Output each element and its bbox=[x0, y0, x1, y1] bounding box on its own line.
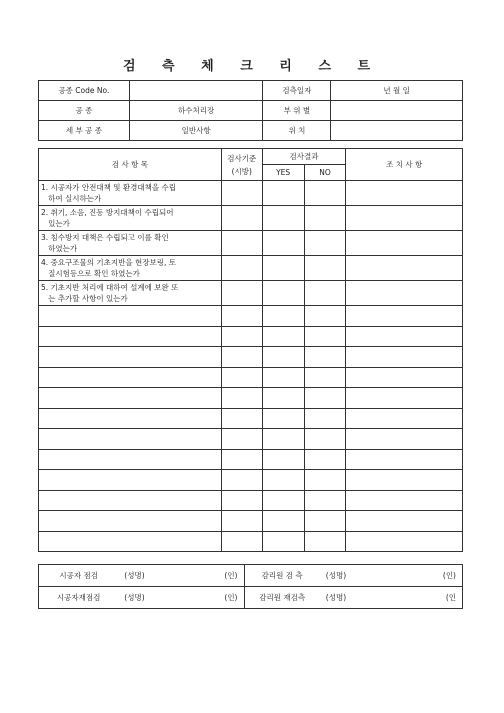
checklist-item-line: 4. 중요구조물의 기초지반을 현장보링, 토 bbox=[41, 258, 176, 267]
checklist-item-text bbox=[39, 206, 222, 231]
col-header-standard bbox=[221, 149, 262, 181]
sig-supervisor-reinspect-label: 감리원 재검측 bbox=[244, 587, 320, 609]
checklist-blank-row bbox=[39, 367, 463, 388]
checklist-item-line: 하였는가 bbox=[41, 244, 78, 253]
checklist-no-cell bbox=[304, 490, 346, 511]
checklist-no-cell bbox=[304, 326, 346, 347]
checklist-standard-cell bbox=[221, 490, 262, 511]
checklist-item-line: 질시험등으로 확인 하였는가 bbox=[41, 269, 140, 278]
header-label-location: 위 치 bbox=[263, 121, 331, 141]
checklist-action-cell bbox=[346, 367, 463, 388]
checklist-blank-row bbox=[39, 347, 463, 368]
checklist-standard-cell bbox=[221, 429, 262, 450]
checklist-item-cell bbox=[39, 408, 222, 429]
col-header-action: 조 치 사 항 bbox=[346, 149, 463, 181]
checklist-action-cell bbox=[346, 490, 463, 511]
checklist-no-cell bbox=[304, 181, 346, 206]
checklist-no-cell bbox=[304, 531, 346, 552]
checklist-no-cell bbox=[304, 306, 346, 327]
sig-contractor-recheck-label: 시공자재점검 bbox=[39, 587, 119, 609]
checklist-yes-cell bbox=[262, 470, 304, 491]
checklist-standard-cell bbox=[221, 408, 262, 429]
header-value-part bbox=[331, 101, 463, 121]
checklist-standard-cell bbox=[221, 326, 262, 347]
checklist-yes-cell bbox=[262, 490, 304, 511]
sig-supervisor-inspect-name: (성명) bbox=[320, 565, 400, 587]
checklist-blank-row bbox=[39, 511, 463, 532]
checklist-item-line: 하여 실시하는가 bbox=[41, 194, 102, 203]
checklist-blank-row bbox=[39, 306, 463, 327]
header-table bbox=[38, 80, 463, 141]
checklist-action-cell bbox=[346, 181, 463, 206]
checklist-no-cell bbox=[304, 367, 346, 388]
checklist-action-cell bbox=[346, 347, 463, 368]
checklist-no-cell bbox=[304, 408, 346, 429]
checklist-yes-cell bbox=[262, 429, 304, 450]
header-value-date: 년 월 일 bbox=[331, 81, 463, 101]
checklist-table bbox=[38, 148, 463, 552]
col-header-result: 검사결과 bbox=[262, 149, 346, 165]
header-label-code: 공종 Code No. bbox=[39, 81, 130, 101]
sig-contractor-check-label: 시공자 점검 bbox=[39, 565, 119, 587]
col-header-yes: YES bbox=[262, 165, 304, 181]
header-label-part: 부 위 별 bbox=[263, 101, 331, 121]
checklist-yes-cell bbox=[262, 231, 304, 256]
header-value-location bbox=[331, 121, 463, 141]
checklist-standard-cell bbox=[221, 511, 262, 532]
checklist-item-cell bbox=[39, 490, 222, 511]
checklist-blank-row bbox=[39, 408, 463, 429]
checklist-row bbox=[39, 256, 463, 281]
checklist-standard-cell bbox=[221, 367, 262, 388]
checklist-blank-row bbox=[39, 326, 463, 347]
checklist-action-cell bbox=[346, 470, 463, 491]
sig-supervisor-inspect-seal: (인) bbox=[400, 565, 463, 587]
checklist-action-cell bbox=[346, 326, 463, 347]
sig-contractor-check-name: (성명) bbox=[118, 565, 184, 587]
checklist-yes-cell bbox=[262, 531, 304, 552]
checklist-item-cell bbox=[39, 326, 222, 347]
col-header-item: 검 사 항 목 bbox=[39, 149, 222, 181]
checklist-standard-cell bbox=[221, 231, 262, 256]
header-value-detail-type: 일반사항 bbox=[129, 121, 263, 141]
checklist-action-cell bbox=[346, 531, 463, 552]
checklist-item-cell bbox=[39, 449, 222, 470]
checklist-standard-cell bbox=[221, 206, 262, 231]
sig-contractor-recheck-name: (성명) bbox=[118, 587, 184, 609]
checklist-standard-cell bbox=[221, 388, 262, 409]
sig-contractor-recheck-seal: (인) bbox=[184, 587, 244, 609]
checklist-standard-cell bbox=[221, 256, 262, 281]
page-title: 검 측 체 크 리 스 트 bbox=[122, 59, 382, 74]
checklist-yes-cell bbox=[262, 306, 304, 327]
checklist-item-text bbox=[39, 256, 222, 281]
checklist-item-cell bbox=[39, 367, 222, 388]
checklist-action-cell bbox=[346, 511, 463, 532]
checklist-yes-cell bbox=[262, 281, 304, 306]
checklist-row bbox=[39, 281, 463, 306]
checklist-action-cell bbox=[346, 231, 463, 256]
checklist-action-cell bbox=[346, 206, 463, 231]
checklist-standard-cell bbox=[221, 531, 262, 552]
checklist-action-cell bbox=[346, 281, 463, 306]
checklist-standard-cell bbox=[221, 306, 262, 327]
checklist-item-cell bbox=[39, 306, 222, 327]
checklist-no-cell bbox=[304, 511, 346, 532]
checklist-action-cell bbox=[346, 408, 463, 429]
checklist-item-line: 2. 취기, 소음, 진동 방지대책이 수립되어 bbox=[41, 208, 174, 217]
checklist-item-text bbox=[39, 281, 222, 306]
checklist-yes-cell bbox=[262, 408, 304, 429]
checklist-no-cell bbox=[304, 256, 346, 281]
checklist-yes-cell bbox=[262, 388, 304, 409]
checklist-row bbox=[39, 181, 463, 206]
checklist-item-line: 5. 기초지반 처리에 대하여 설계에 보완 또 bbox=[41, 283, 179, 292]
checklist-action-cell bbox=[346, 306, 463, 327]
signature-table bbox=[38, 564, 463, 609]
checklist-item-cell bbox=[39, 429, 222, 450]
col-header-no: NO bbox=[304, 165, 346, 181]
checklist-action-cell bbox=[346, 256, 463, 281]
checklist-item-line: 3. 침수방지 대책은 수립되고 이를 확인 bbox=[41, 233, 169, 242]
checklist-standard-cell bbox=[221, 347, 262, 368]
checklist-yes-cell bbox=[262, 326, 304, 347]
checklist-no-cell bbox=[304, 470, 346, 491]
checklist-blank-row bbox=[39, 490, 463, 511]
checklist-row bbox=[39, 206, 463, 231]
checklist-no-cell bbox=[304, 206, 346, 231]
checklist-action-cell bbox=[346, 449, 463, 470]
checklist-yes-cell bbox=[262, 181, 304, 206]
sig-supervisor-reinspect-name: (성명) bbox=[320, 587, 400, 609]
checklist-no-cell bbox=[304, 388, 346, 409]
checklist-yes-cell bbox=[262, 449, 304, 470]
checklist-no-cell bbox=[304, 449, 346, 470]
checklist-yes-cell bbox=[262, 511, 304, 532]
checklist-blank-row bbox=[39, 449, 463, 470]
checklist-standard-cell bbox=[221, 449, 262, 470]
sig-contractor-check-seal: (인) bbox=[184, 565, 244, 587]
checklist-item-text bbox=[39, 231, 222, 256]
checklist-action-cell bbox=[346, 429, 463, 450]
checklist-item-cell bbox=[39, 511, 222, 532]
sig-supervisor-inspect-label: 감리원 검 측 bbox=[244, 565, 320, 587]
checklist-item-cell bbox=[39, 470, 222, 491]
col-header-standard-line2: (시방) bbox=[231, 166, 252, 176]
sig-supervisor-reinspect-seal: (인 bbox=[400, 587, 463, 609]
checklist-standard-cell bbox=[221, 281, 262, 306]
checklist-yes-cell bbox=[262, 367, 304, 388]
checklist-standard-cell bbox=[221, 181, 262, 206]
checklist-item-cell bbox=[39, 531, 222, 552]
checklist-standard-cell bbox=[221, 470, 262, 491]
checklist-no-cell bbox=[304, 429, 346, 450]
header-value-code bbox=[129, 81, 263, 101]
checklist-item-cell bbox=[39, 388, 222, 409]
col-header-standard-line1: 검사기준 bbox=[227, 153, 257, 163]
checklist-blank-row bbox=[39, 429, 463, 450]
header-value-work-type: 하수처리장 bbox=[129, 101, 263, 121]
checklist-blank-row bbox=[39, 531, 463, 552]
checklist-no-cell bbox=[304, 281, 346, 306]
checklist-blank-row bbox=[39, 470, 463, 491]
checklist-item-line: 는 추가할 사항이 있는가 bbox=[41, 294, 128, 303]
header-label-detail-type: 세 부 공 종 bbox=[39, 121, 130, 141]
checklist-item-text bbox=[39, 181, 222, 206]
checklist-yes-cell bbox=[262, 347, 304, 368]
checklist-item-line: 있는가 bbox=[41, 219, 70, 228]
checklist-no-cell bbox=[304, 347, 346, 368]
header-label-work-type: 공 종 bbox=[39, 101, 130, 121]
checklist-item-cell bbox=[39, 347, 222, 368]
checklist-row bbox=[39, 231, 463, 256]
checklist-blank-row bbox=[39, 388, 463, 409]
checklist-yes-cell bbox=[262, 206, 304, 231]
checklist-item-line: 1. 시공자가 안전대책 및 환경대책을 수립 bbox=[41, 183, 176, 192]
checklist-no-cell bbox=[304, 231, 346, 256]
header-label-date: 검측일자 bbox=[263, 81, 331, 101]
checklist-yes-cell bbox=[262, 256, 304, 281]
checklist-action-cell bbox=[346, 388, 463, 409]
